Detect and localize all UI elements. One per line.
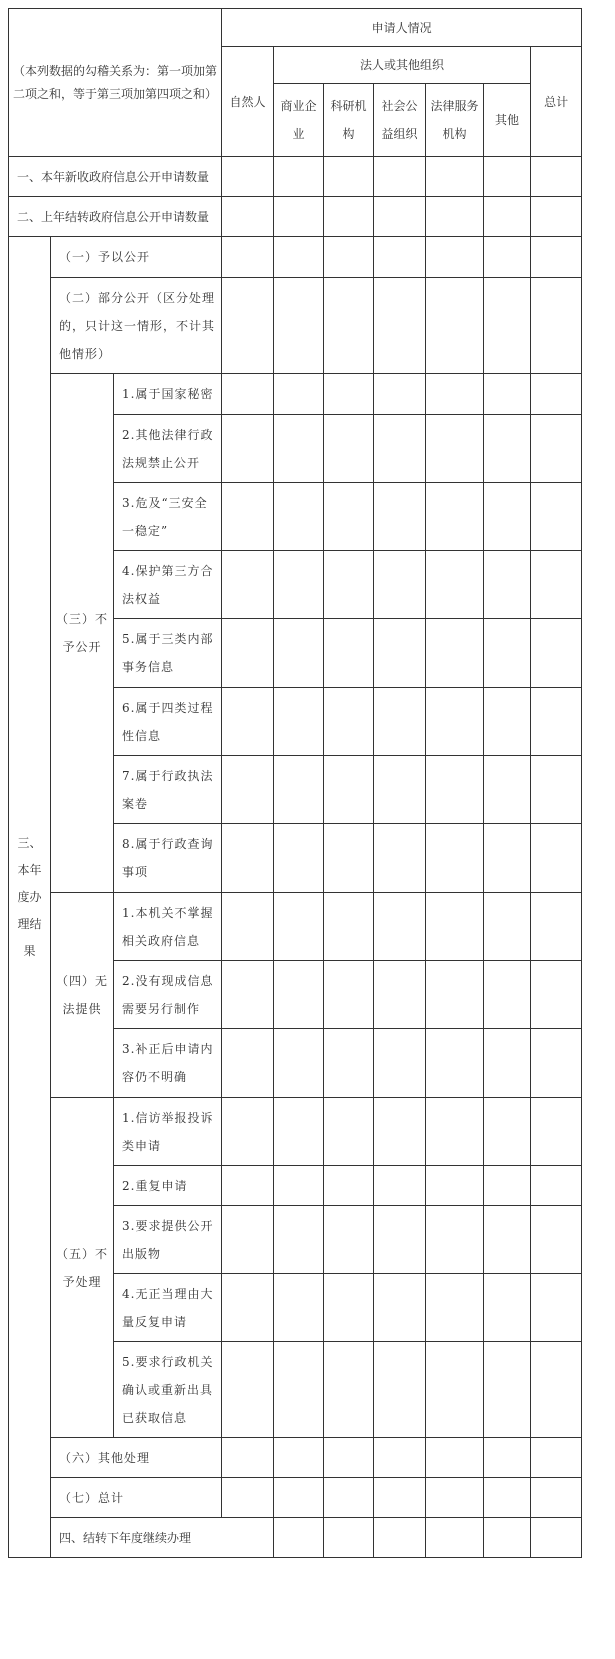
statistics-table [8,8,582,1558]
result-partial-disclosure: （二）部分公开（区分处理的，只计这一情形，不计其他情形） [51,278,222,374]
header-note: （本列数据的勾稽关系为：第一项加第二项之和，等于第三项加第四项之和） [9,9,222,157]
row-carry-forward: 四、结转下年度继续办理 [51,1518,274,1558]
not-disclosed-item-1: 1.属于国家秘密 [114,374,222,415]
row-new-applications: 一、本年新收政府信息公开申请数量 [9,157,222,197]
org-type-legal-service: 法律服务机构 [426,84,484,157]
not-disclosed-item-7: 7.属于行政执法案卷 [114,756,222,824]
not-processed-item-1: 1.信访举报投诉类申请 [114,1098,222,1166]
not-disclosed-item-4: 4.保护第三方合法权益 [114,551,222,619]
row-carried-over: 二、上年结转政府信息公开申请数量 [9,197,222,237]
org-type-public-welfare: 社会公益组织 [374,84,426,157]
applicant-header: 申请人情况 [222,9,582,47]
org-type-business: 商业企业 [274,84,324,157]
result-total: （七）总计 [51,1478,222,1518]
not-disclosed-item-6: 6.属于四类过程性信息 [114,688,222,756]
natural-person-header: 自然人 [222,47,274,157]
result-not-processed: （五）不予处理 [51,1098,114,1438]
result-not-disclosed: （三）不予公开 [51,374,114,893]
not-processed-item-5: 5.要求行政机关确认或重新出具已获取信息 [114,1342,222,1438]
unable-item-1: 1.本机关不掌握相关政府信息 [114,893,222,961]
total-header: 总计 [531,47,582,157]
not-processed-item-3: 3.要求提供公开出版物 [114,1206,222,1274]
unable-item-3: 3.补正后申请内容仍不明确 [114,1029,222,1098]
not-disclosed-item-5: 5.属于三类内部事务信息 [114,619,222,688]
row-results-label: 三、本年度办理结果 [9,237,51,1558]
not-disclosed-item-8: 8.属于行政查询事项 [114,824,222,893]
not-disclosed-item-2: 2.其他法律行政法规禁止公开 [114,415,222,483]
result-disclosed: （一）予以公开 [51,237,222,278]
org-type-other: 其他 [484,84,531,157]
not-processed-item-4: 4.无正当理由大量反复申请 [114,1274,222,1342]
org-type-research: 科研机构 [324,84,374,157]
legal-orgs-header: 法人或其他组织 [274,47,531,84]
not-processed-item-2: 2.重复申请 [114,1166,222,1206]
result-other-handling: （六）其他处理 [51,1438,222,1478]
not-disclosed-item-3: 3.危及“三安全一稳定” [114,483,222,551]
result-unable-to-provide: （四）无法提供 [51,893,114,1098]
unable-item-2: 2.没有现成信息需要另行制作 [114,961,222,1029]
